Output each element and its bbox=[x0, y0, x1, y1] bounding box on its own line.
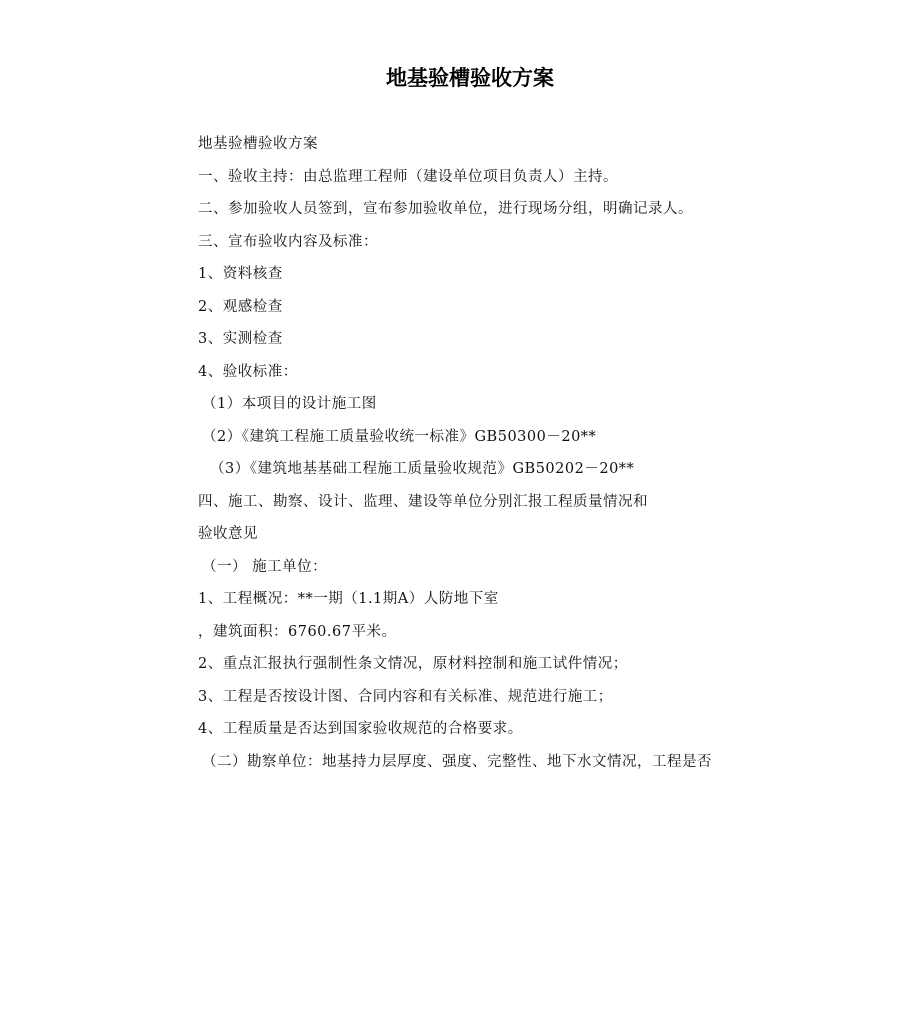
paragraph-line: 2、观感检查 bbox=[198, 298, 283, 315]
paragraph-line: 1、资料核查 bbox=[198, 266, 283, 282]
paragraph-line: 验收意见 bbox=[198, 526, 258, 542]
document-body bbox=[198, 134, 838, 784]
paragraph-line: 地基验槽验收方案 bbox=[198, 136, 318, 152]
paragraph-line: ，建筑面积：6760.67平米。 bbox=[198, 623, 397, 640]
paragraph-line: 3、工程是否按设计图、合同内容和有关标准、规范进行施工； bbox=[198, 688, 613, 705]
paragraph-line: 三、宣布验收内容及标准： bbox=[198, 233, 378, 250]
paragraph-line: （二）勘察单位：地基持力层厚度、强度、完整性、地下水文情况，工程是否 bbox=[202, 753, 712, 770]
paragraph-line: 四、施工、勘察、设计、监理、建设等单位分别汇报工程质量情况和 bbox=[198, 493, 648, 510]
paragraph-line: 2、重点汇报执行强制性条文情况，原材料控制和施工试件情况； bbox=[198, 656, 628, 672]
paragraph-line: 1、工程概况：**一期（1.1期A）人防地下室 bbox=[198, 591, 499, 607]
paragraph-line: （3）《建筑地基基础工程施工质量验收规范》GB50202－20** bbox=[210, 461, 635, 477]
paragraph-line: 4、工程质量是否达到国家验收规范的合格要求。 bbox=[198, 721, 523, 737]
paragraph-line: （一） 施工单位： bbox=[202, 558, 328, 575]
paragraph-line: 一、验收主持：由总监理工程师（建设单位项目负责人）主持。 bbox=[198, 168, 618, 185]
paragraph-line: 3、实测检查 bbox=[198, 331, 283, 347]
paragraph-line: 二、参加验收人员签到，宣布参加验收单位，进行现场分组，明确记录人。 bbox=[198, 201, 693, 217]
paragraph-line: （2）《建筑工程施工质量验收统一标准》GB50300－20** bbox=[202, 428, 597, 445]
paragraph-line: （1）本项目的设计施工图 bbox=[202, 396, 377, 412]
document-title: 地基验槽验收方案 bbox=[386, 66, 554, 90]
paragraph-line: 4、验收标准： bbox=[198, 363, 298, 380]
